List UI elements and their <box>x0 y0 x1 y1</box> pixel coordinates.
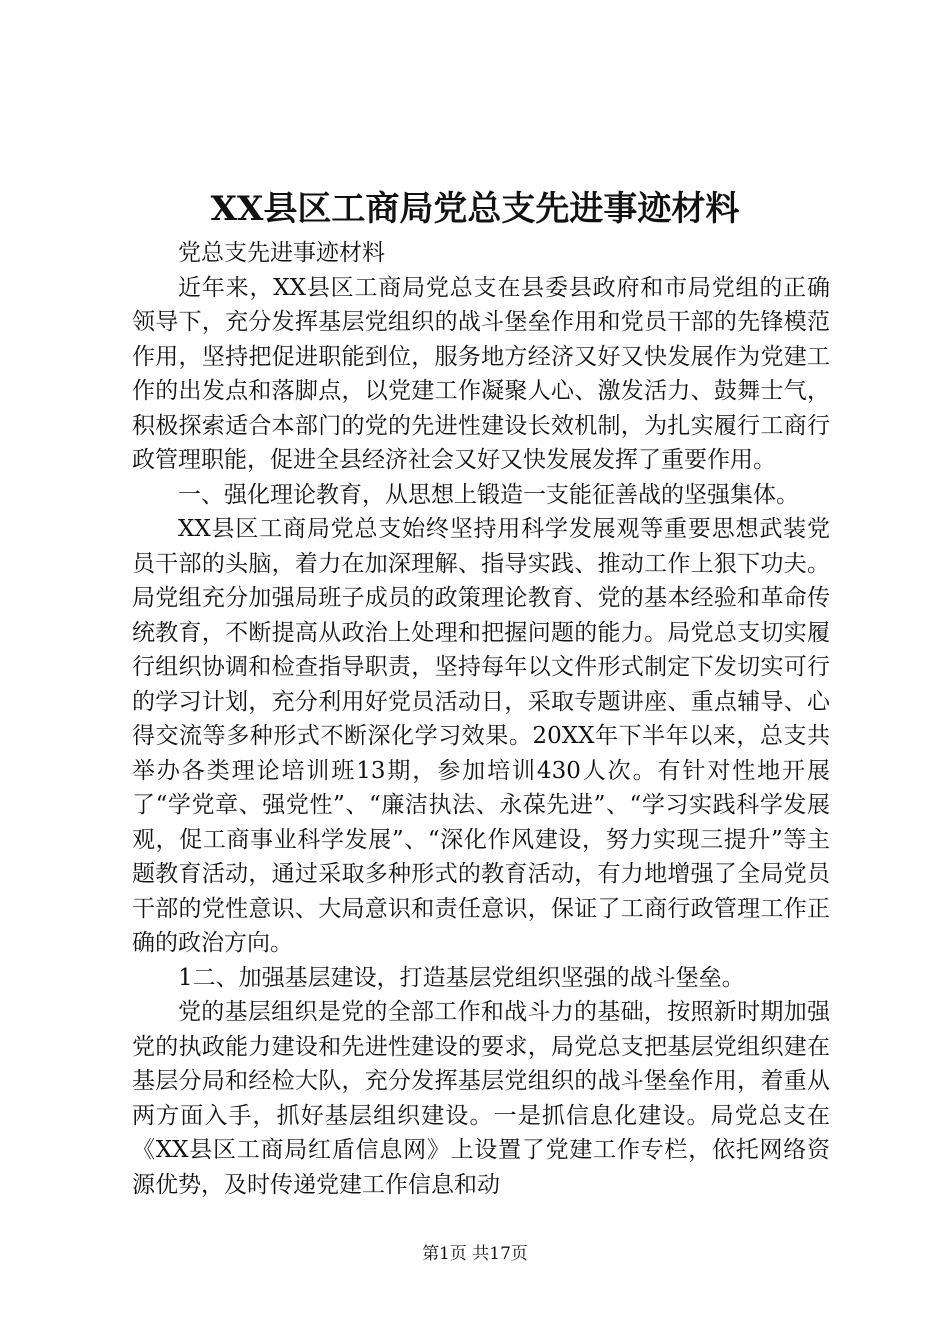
document-title: XX县区工商局党总支先进事迹材料 <box>210 189 740 229</box>
section-paragraph-1: XX县区工商局党总支始终坚持用科学发展观等重要思想武装党员干部的头脑，着力在加深理解、指导实践、推动工作上狠下功夫。局党组充分加强局班子成员的政策理论教育、党的基本经验和革命传统教育，不断提高从政治上处理和把握问题的能力。局党总支切实履行组织协调和检查指导职责，坚持每年以文件形式制定下发切实可行的学习计划，充分利用好党员活动日，采取专题讲座、重点辅导、心得交流等多种形式不断深化学习效果。20XX年下半年以来，总支共举办各类理论培训班13期，参加培训430人次。有针对性地开展了“学党章、强党性”、“廉洁执法、永葆先进”、“学习实践科学发展观，促工商事业科学发展”、“深化作风建设，努力实现三提升”等主题教育活动，通过采取多种形式的教育活动，有力地增强了全局党员干部的党性意识、大局意识和责任意识，保证了工商行政管理工作正确的政治方向。 <box>132 516 830 956</box>
section-heading-2: 1二、加强基层建设，打造基层党组织坚强的战斗堡垒。 <box>178 964 745 991</box>
page-number: 第1页 共17页 <box>422 1244 528 1264</box>
document-subtitle: 党总支先进事迹材料 <box>178 240 385 266</box>
document-body <box>132 236 830 1202</box>
section-paragraph-2: 党的基层组织是党的全部工作和战斗力的基础，按照新时期加强党的执政能力建设和先进性建设的要求，局党总支把基层党组织建在基层分局和经检大队，充分发挥基层党组织的战斗堡垒作用，着重从两方面入手，抓好基层组织建设。一是抓信息化建设。局党总支在《XX县区工商局红盾信息网》上设置了党建工作专栏，依托网络资源优势，及时传递党建工作信息和动 <box>132 999 830 1198</box>
intro-paragraph: 近年来，XX县区工商局党总支在县委县政府和市局党组的正确领导下，充分发挥基层党组织的战斗堡垒作用和党员干部的先锋模范作用，坚持把促进职能到位，服务地方经济又好又快发展作为党建工作的出发点和落脚点，以党建工作凝聚人心、激发活力、鼓舞士气，积极探索适合本部门的党的先进性建设长效机制，为扎实履行工商行政管理职能，促进全县经济社会又好又快发展发挥了重要作用。 <box>132 274 830 473</box>
section-heading-1: 一、强化理论教育，从思想上锻造一支能征善战的坚强集体。 <box>178 481 799 508</box>
